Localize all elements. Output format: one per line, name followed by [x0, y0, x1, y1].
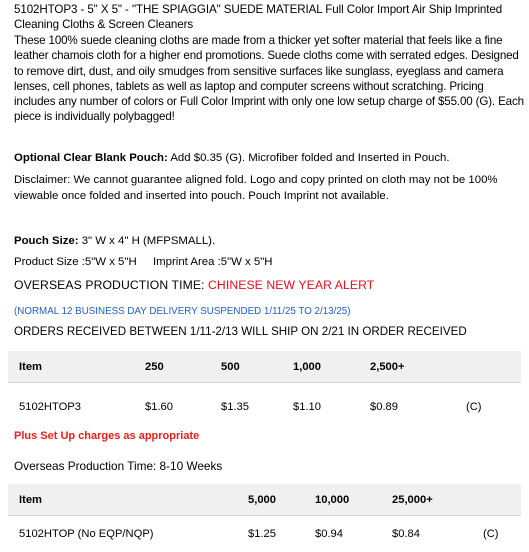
table2-header-qty: 25,000+ [392, 484, 483, 516]
pouch-option [14, 151, 522, 166]
table1-header-qty: 2,500+ [370, 351, 466, 383]
table1-price: $1.35 [221, 383, 293, 432]
table2-header-qty: 10,000 [315, 484, 392, 516]
product-size: Product Size :5"W x 5"H [14, 256, 137, 268]
price-table-1 [8, 351, 521, 431]
table2-price-code: (C) [483, 516, 521, 552]
table1-header-blank [466, 351, 521, 383]
table2-header-qty: 5,000 [248, 484, 315, 516]
table2-price: $0.84 [392, 516, 483, 552]
disclaimer: Disclaimer: We cannot guarantee aligned fold. Logo and copy printed on cloth may not be 100% viewable once folded and inserted into pouch. Pouch Imprint not available. [14, 174, 498, 202]
price-table-2 [8, 484, 521, 552]
table1-header-qty: 250 [145, 351, 221, 383]
pouch-option-label: Optional Clear Blank Pouch: [14, 152, 168, 164]
table1-header-qty: 1,000 [293, 351, 370, 383]
table-row [8, 516, 521, 552]
table2-price: $1.25 [248, 516, 315, 552]
product-title: 5102HTOP3 - 5" X 5" - "THE SPIAGGIA" SUEDE MATERIAL Full Color Import Air Ship Imprinted Cleaning Cloths & Screen Cleaners [14, 3, 503, 32]
imprint-area: Imprint Area :5"W x 5"H [153, 256, 273, 268]
setup-charges-note: Plus Set Up charges as appropriate [14, 430, 200, 442]
table2-item: 5102HTOP (No EQP/NQP) [8, 516, 248, 552]
table1-header-item: Item [8, 351, 145, 383]
table1-price: $1.60 [145, 383, 221, 432]
table1-price-code: (C) [466, 383, 521, 432]
orders-received-note: ORDERS RECEIVED BETWEEN 1/11-2/13 WILL SHIP ON 2/21 IN ORDER RECEIVED [14, 325, 467, 338]
overseas-production-weeks: Overseas Production Time: 8-10 Weeks [14, 459, 223, 473]
table2-header-item: Item [8, 484, 248, 516]
table1-price: $0.89 [370, 383, 466, 432]
size-info [14, 255, 522, 270]
pouch-option-text: Add $0.35 (G). Microfiber folded and Inserted in Pouch. [167, 152, 450, 164]
table1-item: 5102HTOP3 [8, 383, 145, 432]
pouch-size-label: Pouch Size: [14, 235, 79, 247]
normal-delivery-note: (NORMAL 12 BUSINESS DAY DELIVERY SUSPENDED 1/11/25 TO 2/13/25) [14, 306, 351, 317]
table2-price: $0.94 [315, 516, 392, 552]
table1-price: $1.10 [293, 383, 370, 432]
price-table-2-header [8, 484, 521, 516]
pouch-size-value: 3" W x 4" H (MFPSMALL). [78, 235, 216, 247]
table2-header-blank [483, 484, 521, 516]
overseas-production-time [14, 278, 522, 293]
pouch-size [14, 234, 522, 249]
product-description: These 100% suede cleaning cloths are made from a thicker yet softer material that feels like a fine leather chamois cloth for a higher end promotions. Suede cloths come with serrated edges. Designed to remove dirt, dust, and oily smudges from sensitive surfaces like sunglass, eyeglass and camera lenses, cell phones, tablets as well as laptop and computer screens without scratching. Pricing includes any number of colors or Full Color Imprint with only one low setup charge of $55.00 (G). Each piece is individually polybagged! [14, 34, 524, 124]
table-row [8, 383, 521, 432]
overseas-production-label: OVERSEAS PRODUCTION TIME: [14, 278, 209, 292]
price-table-1-header [8, 351, 521, 383]
table1-header-qty: 500 [221, 351, 293, 383]
chinese-new-year-alert: CHINESE NEW YEAR ALERT [208, 278, 375, 292]
